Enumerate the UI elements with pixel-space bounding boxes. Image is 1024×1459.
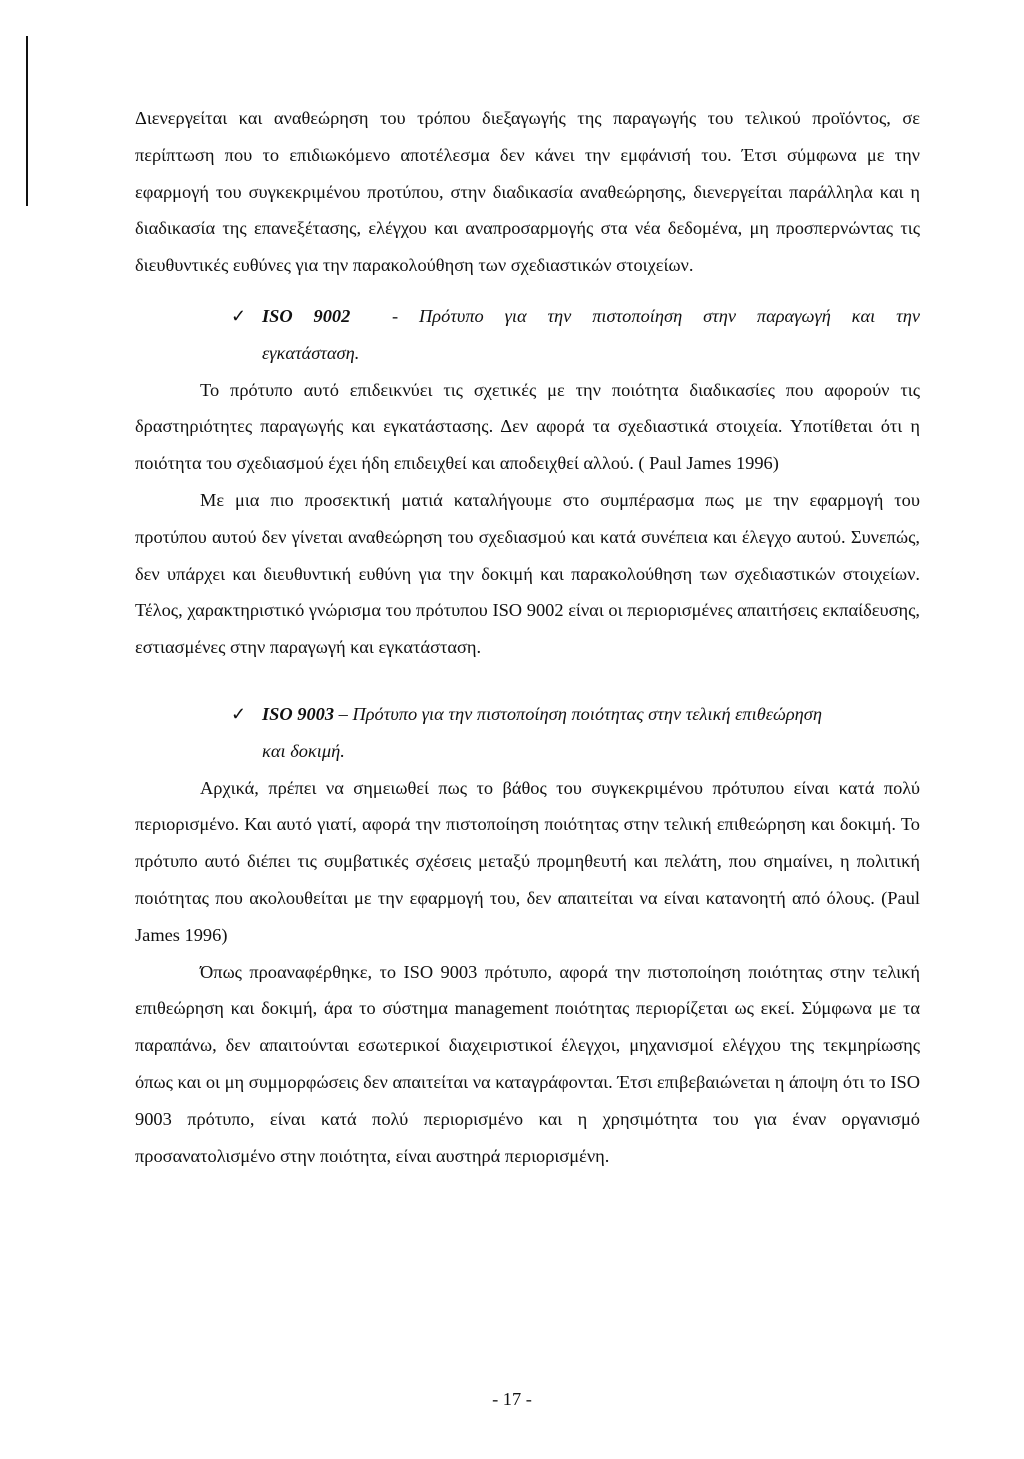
paragraph-2: Το πρότυπο αυτό επιδεικνύει τις σχετικές με την ποιότητα διαδικασίες που αφορούν τις δραστηριότητες παραγωγής και εγκατάστασης. Δεν αφορά τα σχεδιαστικά στοιχεία. Υποτίθεται ότι η ποιότητα του σχεδιασμού έχει ήδη επιδειχθεί και αποδειχθεί αλλού. ( Paul James 1996) [135, 379, 920, 474]
heading-iso-9003-line1 [135, 696, 920, 733]
check-bullet-icon: ✓ [231, 305, 247, 326]
heading-iso-9003-code: ISO 9003 [262, 703, 335, 724]
paragraph-3: Με μια πιο προσεκτική ματιά καταλήγουμε στο συμπέρασμα πως με την εφαρμογή του προτύπου αυτού δεν γίνεται αναθεώρηση του σχεδιασμού και κατά συνέπεια και έλεγχο αυτού. Συνεπώς, δεν υπάρχει και διευθυντική ευθύνη για την δοκιμή και παρακολούθηση των σχεδιαστικών στοιχείων. Τέλος, χαρακτηριστικό γνώρισμα του πρότυπου ISO 9002 είναι οι περιορισμένες απαιτήσεις εκπαίδευσης, εστιασμένες στην παραγωγή και εγκατάσταση. [135, 489, 920, 658]
heading-iso-9003-line2: και δοκιμή. [262, 740, 345, 761]
page-number: - 17 - [492, 1389, 532, 1409]
paragraph-5: Όπως προαναφέρθηκε, το ISO 9003 πρότυπο, αφορά την πιστοποίηση ποιότητας στην τελική επιθεώρηση και δοκιμή, άρα το σύστημα management ποιότητας περιορίζεται ως εκεί. Σύμφωνα με τα παραπάνω, δεν απαιτούνται εσωτερικοί διαχειριστικοί έλεγχοι, μηχανισμοί ελέγχου της τεκμηρίωσης όπως και οι μη συμμορφώσεις δεν απαιτείται να καταγράφονται. Έτσι επιβεβαιώνεται η άποψη ότι το ISO 9003 πρότυπο, είναι κατά πολύ περιορισμένο και η χρησιμότητα του για έναν οργανισμό προσανατολισμένο στην ποιότητα, είναι αυστηρά περιορισμένη. [135, 961, 920, 1166]
margin-rule [26, 36, 28, 206]
heading-iso-9003-text: – Πρότυπο για την πιστοποίηση ποιότητας στην τελική επιθεώρηση [338, 703, 822, 724]
spacer [135, 666, 920, 696]
heading-iso-9002 [135, 298, 920, 372]
paragraph-4: Αρχικά, πρέπει να σημειωθεί πως το βάθος του συγκεκριμένου πρότυπου είναι κατά πολύ περιορισμένο. Και αυτό γιατί, αφορά την πιστοποίηση ποιότητας στην τελική επιθεώρηση και δοκιμή. Το πρότυπο αυτό διέπει τις συμβατικές σχέσεις μεταξύ προμηθευτή και πελάτη, που σημαίνει, η πολιτική ποιότητας που ακολουθείται με την εφαρμογή του, δεν απαιτείται να είναι κατανοητή από όλους. (Paul James 1996) [135, 777, 920, 945]
heading-iso-9002-code: ISO 9002 [262, 305, 351, 326]
heading-iso-9003 [135, 696, 920, 770]
spacer [135, 284, 920, 298]
heading-iso-9002-line1 [135, 298, 920, 335]
heading-iso-9002-line2: εγκατάσταση. [262, 342, 360, 363]
heading-iso-9002-text: - Πρότυπο για την πιστοποίηση στην παραγωγή και την [392, 305, 920, 326]
document-page [135, 100, 920, 1174]
paragraph-1: Διενεργείται και αναθεώρηση του τρόπου διεξαγωγής της παραγωγής του τελικού προϊόντος, σε περίπτωση που το επιδιωκόμενο αποτέλεσμα δεν κάνει την εμφάνισή του. Έτσι σύμφωνα με την εφαρμογή του συγκεκριμένου προτύπου, στην διαδικασία αναθεώρησης, διενεργείται παράλληλα και η διαδικασία της επανεξέτασης, ελέγχου και αναπροσαρμογής στα νέα δεδομένα, μη προσπερνώντας τις διευθυντικές ευθύνες για την παρακολούθηση των σχεδιαστικών στοιχείων. [135, 108, 920, 276]
check-bullet-icon: ✓ [231, 703, 247, 724]
